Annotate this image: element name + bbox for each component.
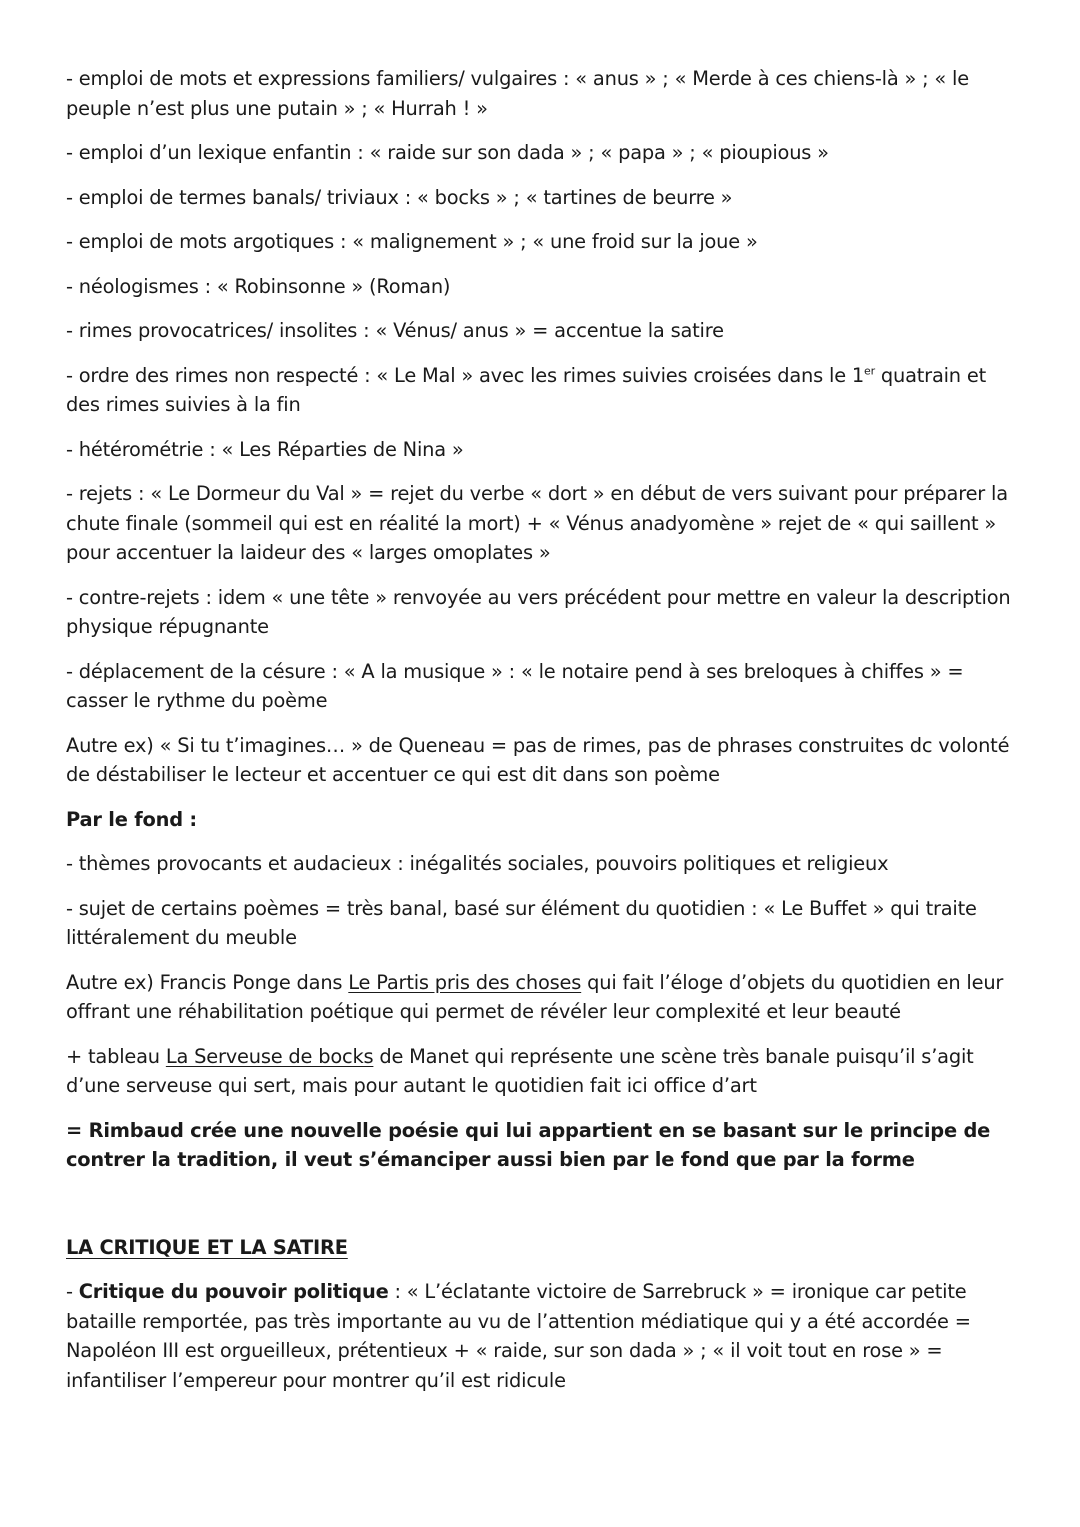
heading-par-le-fond: Par le fond : bbox=[66, 807, 197, 831]
paragraph-political-critique bbox=[66, 1277, 1016, 1395]
bold-label: Critique du pouvoir politique bbox=[78, 1280, 389, 1303]
paragraph-manet-example bbox=[66, 1042, 1016, 1101]
paragraph-rhyme-order bbox=[66, 361, 1016, 420]
paragraph-neologisms: - néologismes : « Robinsonne » (Roman) bbox=[66, 274, 451, 298]
text-segment: - ordre des rimes non respecté : « Le Mal » avec les rimes suivies croisées dans le 1 bbox=[66, 363, 865, 387]
paragraph-heterometry: - hétérométrie : « Les Réparties de Nina » bbox=[66, 437, 464, 461]
text-segment: qui fait l’éloge d’objets du quotidien en leur offrant une réhabilitation poétique qui permet de révéler leur complexité et leur beauté bbox=[66, 970, 1004, 1023]
painting-title: La Serveuse de bocks bbox=[165, 1044, 374, 1068]
paragraph-caesura: - déplacement de la césure : « A la musique » : « le notaire pend à ses breloques à chiffes » = casser le rythme du poème bbox=[66, 659, 964, 712]
text-segment: quatrain et des rimes suivies à la fin bbox=[66, 363, 986, 416]
document-body bbox=[66, 64, 1016, 1410]
superscript: er bbox=[864, 364, 875, 378]
paragraph-slang-words: - emploi de mots argotiques : « malignement » ; « une froid sur la joue » bbox=[66, 230, 758, 253]
paragraph-childish-lexicon: - emploi d’un lexique enfantin : « raide sur son dada » ; « papa » ; « pioupious » bbox=[66, 141, 829, 164]
text-segment: Autre ex) Francis Ponge dans bbox=[66, 970, 349, 994]
book-title: Le Partis pris des choses bbox=[348, 970, 582, 994]
paragraph-provocative-themes: - thèmes provocants et audacieux : inégalités sociales, pouvoirs politiques et religieux bbox=[66, 852, 889, 875]
paragraph-vulgar-words: - emploi de mots et expressions familiers/ vulgaires : « anus » ; « Merde à ces chiens-là » ; « le peuple n’est plus une putain » ; « Hurrah ! » bbox=[66, 67, 969, 120]
text-segment: + tableau bbox=[66, 1044, 166, 1068]
paragraph-banal-subjects: - sujet de certains poèmes = très banal, basé sur élément du quotidien : « Le Buffet » qui traite littéralement du meuble bbox=[66, 896, 977, 949]
text-segment: de Manet qui représente une scène très banale puisqu’il s’agit d’une serveuse qui sert, mais pour autant le quotidien fait ici office d’art bbox=[66, 1044, 974, 1097]
paragraph-rejets: - rejets : « Le Dormeur du Val » = rejet du verbe « dort » en début de vers suivant pour préparer la chute finale (sommeil qui est en réalité la mort) + « Vénus anadyomène » rejet de « qui saillent » pour accentuer la laideur des « larges omoplates » bbox=[66, 482, 1008, 564]
paragraph-conclusion: = Rimbaud crée une nouvelle poésie qui lui appartient en se basant sur le principe de contrer la tradition, il veut s’émanciper aussi bien par le fond que par la forme bbox=[66, 1118, 991, 1171]
paragraph-banal-terms: - emploi de termes banals/ triviaux : « bocks » ; « tartines de beurre » bbox=[66, 185, 733, 209]
paragraph-ponge-example bbox=[66, 968, 1016, 1027]
section-title-critique: LA CRITIQUE ET LA SATIRE bbox=[66, 1235, 348, 1259]
paragraph-queneau-example: Autre ex) « Si tu t’imagines… » de Queneau = pas de rimes, pas de phrases construites dc volonté de déstabiliser le lecteur et accentuer ce qui est dit dans son poème bbox=[66, 733, 1010, 786]
paragraph-contre-rejets: - contre-rejets : idem « une tête » renvoyée au vers précédent pour mettre en valeur la description physique répugnante bbox=[66, 585, 1011, 638]
text-segment: : « L’éclatante victoire de Sarrebruck » = ironique car petite bataille remportée, pas très importante au vu de l’attention médiatique qui y a été accordée = Napoléon III est orgueilleux, prétentieux + « raide, sur son dada » ; « il voit tout en rose » = infantiliser l’empereur pour montrer qu’il est ridicule bbox=[66, 1280, 971, 1392]
paragraph-provocative-rhymes: - rimes provocatrices/ insolites : « Vénus/ anus » = accentue la satire bbox=[66, 319, 724, 342]
text-segment: - bbox=[66, 1280, 79, 1303]
